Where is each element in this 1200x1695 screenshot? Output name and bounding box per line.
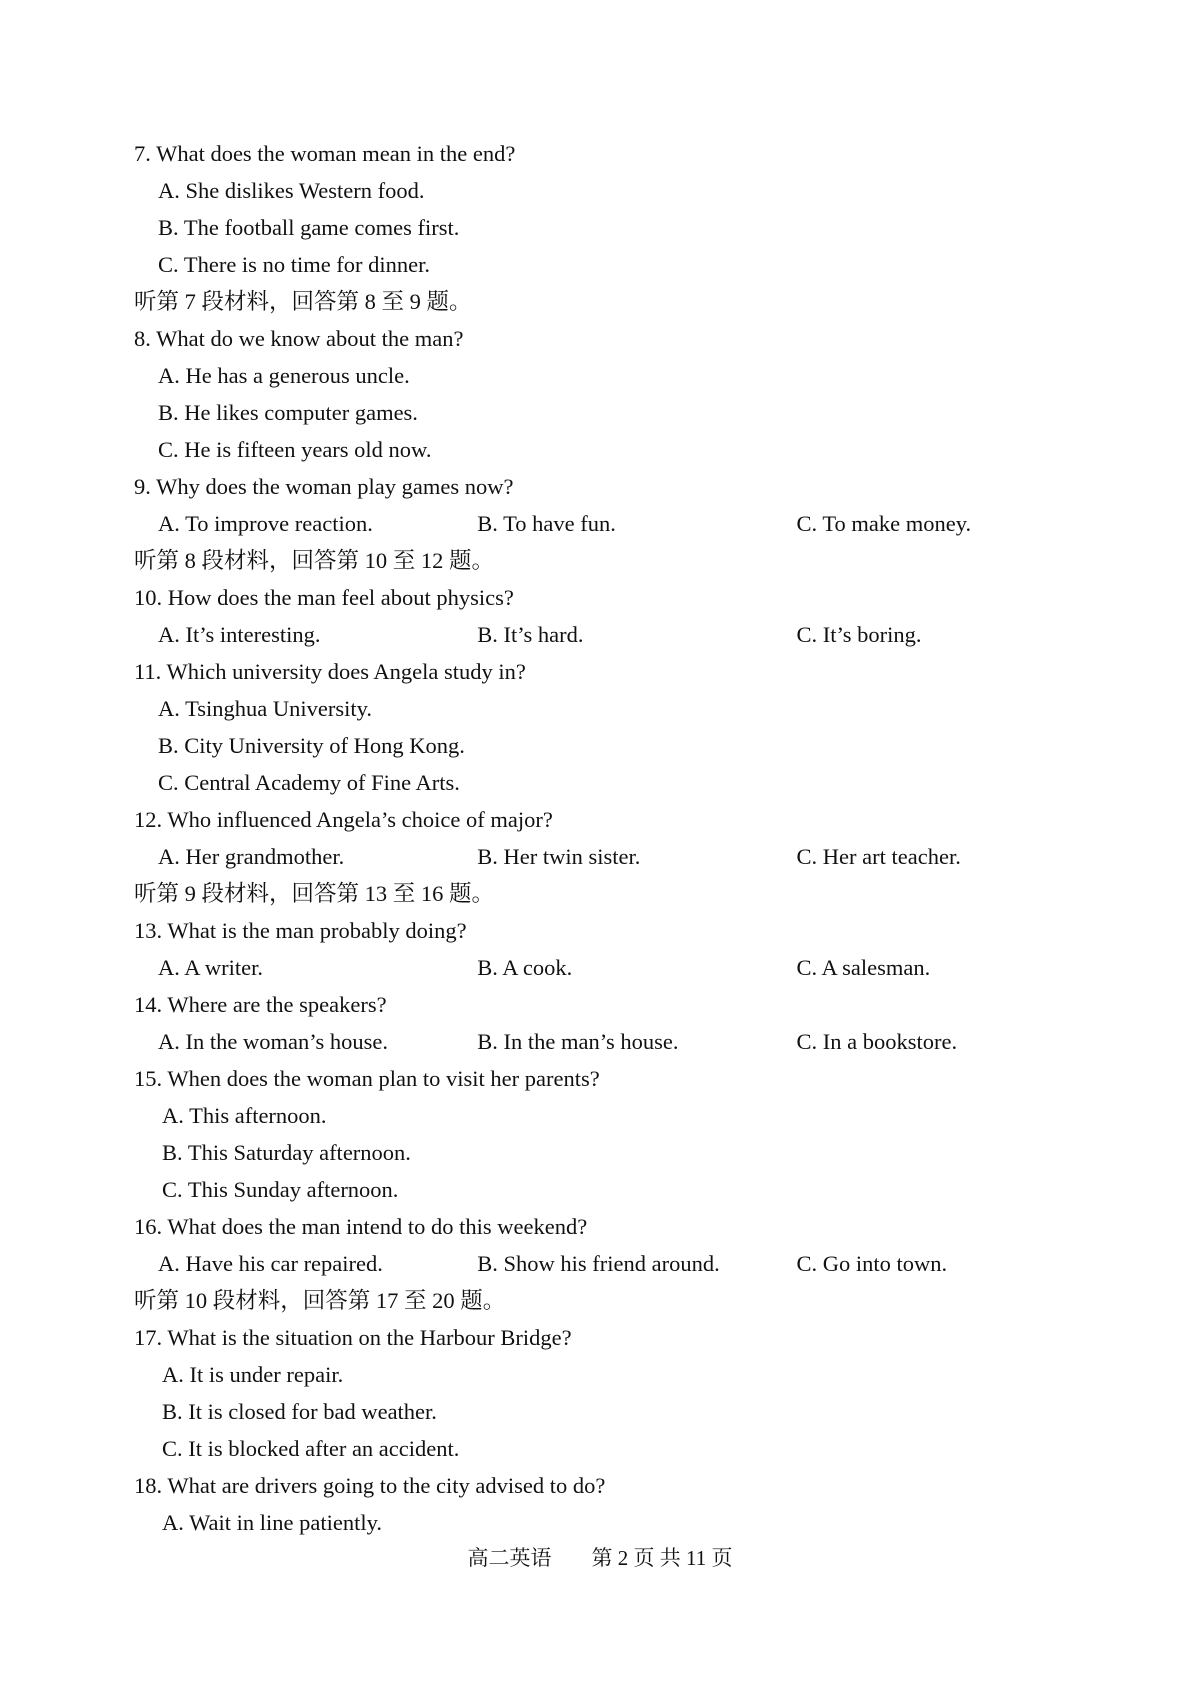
option-a: A. Have his car repaired. [158,1251,383,1276]
option-b: B. In the man’s house. [477,1029,679,1054]
option-b: B. A cook. [477,955,573,980]
option-b: B. Show his friend around. [477,1251,720,1276]
option-a: A. It’s interesting. [158,622,321,647]
option: B. The football game comes first. [158,215,460,240]
option-b: B. Her twin sister. [477,844,641,869]
option-c: C. In a bookstore. [796,1029,958,1054]
option: C. It is blocked after an accident. [162,1436,460,1461]
option: A. Tsinghua University. [158,696,373,721]
question-stem: 17. What is the situation on the Harbour Bridge? [134,1325,572,1350]
footer-subject: 高二英语 [467,1546,552,1570]
question-stem: 12. Who influenced Angela’s choice of major? [134,807,553,832]
question-stem: 13. What is the man probably doing? [134,918,467,943]
section-instruction: 听第 10 段材料，回答第 17 至 20 题。 [134,1288,506,1313]
option: B. City University of Hong Kong. [158,733,465,758]
question-stem: 16. What does the man intend to do this weekend? [134,1214,588,1239]
option: A. Wait in line patiently. [162,1510,383,1535]
option-b: B. To have fun. [477,511,616,536]
option-c: C. Go into town. [796,1251,948,1276]
exam-content [134,135,1094,1541]
option-row [134,616,1094,653]
option: B. It is closed for bad weather. [162,1399,437,1424]
section-instruction: 听第 7 段材料，回答第 8 至 9 题。 [134,289,472,314]
page-footer [0,1542,1200,1572]
option-c: C. Her art teacher. [796,844,961,869]
option-c: C. To make money. [796,511,972,536]
option: A. This afternoon. [162,1103,327,1128]
option: C. He is fifteen years old now. [158,437,432,462]
option: C. There is no time for dinner. [158,252,431,277]
option-row [134,1023,1094,1060]
question-stem: 15. When does the woman plan to visit her parents? [134,1066,600,1091]
option-a: A. To improve reaction. [158,511,373,536]
footer-page-info: 第 2 页 共 11 页 [591,1546,733,1570]
option-b: B. It’s hard. [477,622,584,647]
option: A. She dislikes Western food. [158,178,425,203]
option-row [134,1245,1094,1282]
question-stem: 10. How does the man feel about physics? [134,585,514,610]
option: B. This Saturday afternoon. [162,1140,411,1165]
option-row [134,838,1094,875]
option-row [134,949,1094,986]
question-stem: 18. What are drivers going to the city advised to do? [134,1473,606,1498]
question-stem: 8. What do we know about the man? [134,326,464,351]
question-stem: 9. Why does the woman play games now? [134,474,514,499]
option-a: A. In the woman’s house. [158,1029,388,1054]
option: C. This Sunday afternoon. [162,1177,399,1202]
option-a: A. Her grandmother. [158,844,345,869]
option: A. It is under repair. [162,1362,344,1387]
option: B. He likes computer games. [158,400,418,425]
section-instruction: 听第 9 段材料，回答第 13 至 16 题。 [134,881,495,906]
question-stem: 7. What does the woman mean in the end? [134,141,516,166]
question-stem: 14. Where are the speakers? [134,992,387,1017]
question-stem: 11. Which university does Angela study in? [134,659,526,684]
option-a: A. A writer. [158,955,263,980]
option-c: C. It’s boring. [796,622,922,647]
option-c: C. A salesman. [796,955,931,980]
option: A. He has a generous uncle. [158,363,410,388]
option: C. Central Academy of Fine Arts. [158,770,460,795]
section-instruction: 听第 8 段材料，回答第 10 至 12 题。 [134,548,495,573]
option-row [134,505,1094,542]
